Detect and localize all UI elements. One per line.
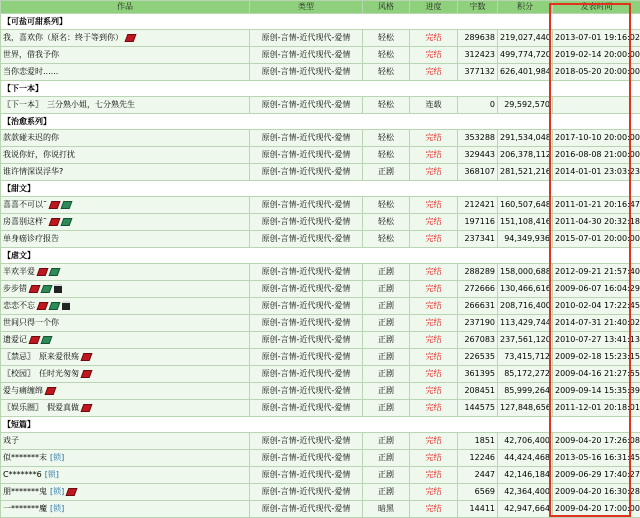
work-score: 42,947,664 — [498, 501, 553, 518]
work-title-link[interactable]: 〖禁忌〗 原来爱很殇 — [3, 352, 79, 361]
lock-tag: [锁] — [50, 487, 65, 496]
work-progress: 完结 — [410, 366, 458, 383]
work-type: 原创-言情-近代现代-爱情 — [250, 231, 363, 248]
work-words: 272666 — [458, 281, 498, 298]
work-words: 312423 — [458, 47, 498, 64]
work-score: 42,146,184 — [498, 467, 553, 484]
work-words: 267083 — [458, 332, 498, 349]
group-name: 【虐文】 — [1, 248, 640, 264]
group-row — [1, 114, 640, 130]
work-type: 原创-言情-近代现代-爱情 — [250, 130, 363, 147]
work-title-link[interactable]: C*******6 — [3, 470, 42, 479]
header-type: 类型 — [250, 1, 363, 14]
header-score: 积分 — [498, 1, 553, 14]
work-style: 轻松 — [363, 197, 410, 214]
work-title-cell — [1, 197, 250, 214]
work-words: 208451 — [458, 383, 498, 400]
work-type: 原创-言情-近代现代-爱情 — [250, 298, 363, 315]
work-style: 轻松 — [363, 231, 410, 248]
work-progress: 完结 — [410, 383, 458, 400]
header-words: 字数 — [458, 1, 498, 14]
work-title-link[interactable]: 世界，借我予你 — [3, 50, 59, 59]
work-title-link[interactable]: 朋*******鬼 — [3, 487, 47, 496]
table-row — [1, 501, 640, 518]
work-date: 2019-02-14 20:00:00 — [553, 47, 640, 64]
table-row — [1, 197, 640, 214]
red-book-icon — [37, 268, 49, 276]
work-date: 2014-07-31 21:40:02 — [553, 315, 640, 332]
work-type: 原创-言情-近代现代-爱情 — [250, 147, 363, 164]
work-title-cell — [1, 47, 250, 64]
table-row — [1, 349, 640, 366]
table-row — [1, 484, 640, 501]
red-book-icon — [81, 370, 93, 378]
work-score: 29,592,570 — [498, 97, 553, 114]
work-title-link[interactable]: 步步错 — [3, 284, 27, 293]
group-row — [1, 417, 640, 433]
clapperboard-icon — [62, 301, 70, 310]
table-row — [1, 400, 640, 417]
work-progress: 完结 — [410, 164, 458, 181]
work-title-cell — [1, 97, 250, 114]
red-book-icon — [49, 201, 61, 209]
work-type: 原创-言情-近代现代-爱情 — [250, 467, 363, 484]
work-type: 原创-言情-近代现代-爱情 — [250, 383, 363, 400]
work-progress: 完结 — [410, 467, 458, 484]
table-row — [1, 315, 640, 332]
lock-tag: [锁] — [50, 504, 65, 513]
work-date: 2012-09-21 21:57:40 — [553, 264, 640, 281]
work-score: 291,534,048 — [498, 130, 553, 147]
work-score: 499,774,720 — [498, 47, 553, 64]
work-progress: 完结 — [410, 400, 458, 417]
table-row — [1, 450, 640, 467]
work-progress: 完结 — [410, 484, 458, 501]
work-title-link[interactable]: 单身癌诊疗报告 — [3, 234, 59, 243]
work-style: 暗黑 — [363, 501, 410, 518]
work-words: 0 — [458, 97, 498, 114]
work-style: 正剧 — [363, 433, 410, 450]
work-date: 2011-01-21 20:16:47 — [553, 197, 640, 214]
work-words: 226535 — [458, 349, 498, 366]
work-type: 原创-言情-近代现代-爱情 — [250, 281, 363, 298]
work-title-link[interactable]: 我，喜欢你（原名：终于等到你） — [3, 33, 123, 42]
work-title-link[interactable]: 当你恋爱时...... — [3, 67, 59, 76]
table-header-row — [1, 1, 640, 14]
work-title-link[interactable]: 谁许情深误浮华? — [3, 167, 64, 176]
work-progress: 完结 — [410, 264, 458, 281]
work-style: 轻松 — [363, 97, 410, 114]
work-words: 1851 — [458, 433, 498, 450]
work-title-link[interactable]: 世间只得一个你 — [3, 318, 59, 327]
clapperboard-icon — [54, 284, 62, 293]
work-title-cell — [1, 281, 250, 298]
work-title-link[interactable]: 〖校园〗 任时光匆匆 — [3, 369, 79, 378]
work-title-cell — [1, 366, 250, 383]
red-book-icon — [29, 336, 41, 344]
work-title-link[interactable]: 我说你好，你说打扰 — [3, 150, 75, 159]
work-date: 2009-04-20 17:26:08 — [553, 433, 640, 450]
table-row — [1, 164, 640, 181]
work-style: 正剧 — [363, 298, 410, 315]
table-row — [1, 64, 640, 81]
green-book-icon — [61, 201, 73, 209]
work-score: 237,561,120 — [498, 332, 553, 349]
work-title-cell — [1, 484, 250, 501]
work-style: 正剧 — [363, 164, 410, 181]
work-style: 正剧 — [363, 349, 410, 366]
red-book-icon — [29, 285, 41, 293]
group-row — [1, 14, 640, 30]
work-style: 轻松 — [363, 147, 410, 164]
work-title-link[interactable]: 喜喜不可以˜ — [3, 200, 47, 209]
work-date: 2009-04-16 21:27:55 — [553, 366, 640, 383]
work-date: 2009-04-20 16:30:28 — [553, 484, 640, 501]
work-progress: 完结 — [410, 47, 458, 64]
work-date — [553, 97, 640, 114]
work-type: 原创-言情-近代现代-爱情 — [250, 214, 363, 231]
work-style: 正剧 — [363, 400, 410, 417]
group-name: 【可盐可甜系列】 — [1, 14, 640, 30]
work-title-link[interactable]: 遗爱记 — [3, 335, 27, 344]
work-type: 原创-言情-近代现代-爱情 — [250, 197, 363, 214]
work-score: 151,108,416 — [498, 214, 553, 231]
table-row — [1, 264, 640, 281]
work-title-link[interactable]: 似*******末 — [3, 453, 47, 462]
work-title-cell — [1, 30, 250, 47]
header-style: 风格 — [363, 1, 410, 14]
work-score: 42,706,400 — [498, 433, 553, 450]
work-date: 2014-01-01 23:03:23 — [553, 164, 640, 181]
work-progress: 完结 — [410, 501, 458, 518]
work-score: 130,466,616 — [498, 281, 553, 298]
header-progress: 进度 — [410, 1, 458, 14]
work-title-link[interactable]: 款款碰未迟的你 — [3, 133, 59, 142]
work-score: 206,378,112 — [498, 147, 553, 164]
work-type: 原创-言情-近代现代-爱情 — [250, 264, 363, 281]
work-score: 281,521,216 — [498, 164, 553, 181]
work-score: 127,848,656 — [498, 400, 553, 417]
work-words: 377132 — [458, 64, 498, 81]
work-date: 2018-05-20 20:00:00 — [553, 64, 640, 81]
work-style: 正剧 — [363, 450, 410, 467]
work-score: 158,000,688 — [498, 264, 553, 281]
work-date: 2011-04-30 20:32:18 — [553, 214, 640, 231]
work-title-link[interactable]: 〖娱乐圈〗 假爱真做 — [3, 403, 79, 412]
header-date: 发表时间 — [553, 1, 640, 14]
work-date: 2009-06-29 17:40:27 — [553, 467, 640, 484]
red-book-icon — [125, 34, 137, 42]
work-style: 正剧 — [363, 484, 410, 501]
group-row — [1, 81, 640, 97]
work-style: 正剧 — [363, 366, 410, 383]
table-row — [1, 366, 640, 383]
work-score: 219,027,440 — [498, 30, 553, 47]
red-book-icon — [81, 404, 93, 412]
work-style: 正剧 — [363, 467, 410, 484]
table-row — [1, 30, 640, 47]
work-title-cell — [1, 433, 250, 450]
work-words: 197116 — [458, 214, 498, 231]
work-date: 2010-02-04 17:22:45 — [553, 298, 640, 315]
work-title-cell — [1, 349, 250, 366]
work-date: 2011-12-01 20:18:01 — [553, 400, 640, 417]
work-score: 85,999,264 — [498, 383, 553, 400]
work-title-link[interactable]: 半欢半爱 — [3, 267, 35, 276]
work-words: 289638 — [458, 30, 498, 47]
work-title-cell — [1, 130, 250, 147]
work-title-cell — [1, 164, 250, 181]
work-title-cell — [1, 467, 250, 484]
table-row — [1, 383, 640, 400]
work-style: 轻松 — [363, 30, 410, 47]
work-type: 原创-言情-近代现代-爱情 — [250, 30, 363, 47]
table-row — [1, 332, 640, 349]
work-date: 2016-08-08 21:00:00 — [553, 147, 640, 164]
work-words: 212421 — [458, 197, 498, 214]
table-row — [1, 231, 640, 248]
work-words: 12246 — [458, 450, 498, 467]
work-words: 144575 — [458, 400, 498, 417]
red-book-icon — [81, 353, 93, 361]
green-book-icon — [41, 336, 53, 344]
work-date: 2013-05-16 16:31:45 — [553, 450, 640, 467]
work-date: 2015-07-01 20:00:00 — [553, 231, 640, 248]
table-row — [1, 281, 640, 298]
work-title-cell — [1, 450, 250, 467]
work-words: 329443 — [458, 147, 498, 164]
group-name: 【甜文】 — [1, 181, 640, 197]
work-type: 原创-言情-近代现代-爱情 — [250, 484, 363, 501]
work-title-cell — [1, 315, 250, 332]
work-title-link[interactable]: 恋恋不忘 — [3, 301, 35, 310]
work-words: 266631 — [458, 298, 498, 315]
table-row — [1, 47, 640, 64]
work-style: 轻松 — [363, 130, 410, 147]
work-type: 原创-言情-近代现代-爱情 — [250, 97, 363, 114]
work-score: 113,429,744 — [498, 315, 553, 332]
lock-tag: [锁] — [44, 470, 59, 479]
work-words: 6569 — [458, 484, 498, 501]
work-words: 237190 — [458, 315, 498, 332]
work-words: 353288 — [458, 130, 498, 147]
work-title-cell — [1, 231, 250, 248]
work-progress: 完结 — [410, 231, 458, 248]
work-score: 160,507,648 — [498, 197, 553, 214]
work-progress: 完结 — [410, 281, 458, 298]
work-title-link[interactable]: 〖下一本〗 三分熟小姐，七分熟先生 — [3, 100, 135, 109]
work-progress: 完结 — [410, 433, 458, 450]
table-row — [1, 298, 640, 315]
work-progress: 完结 — [410, 315, 458, 332]
work-title-cell — [1, 264, 250, 281]
work-progress: 连载 — [410, 97, 458, 114]
work-progress: 完结 — [410, 349, 458, 366]
work-score: 44,424,468 — [498, 450, 553, 467]
work-title-cell — [1, 214, 250, 231]
work-words: 361395 — [458, 366, 498, 383]
work-title-link[interactable]: 戏子 — [3, 436, 19, 445]
red-book-icon — [49, 218, 61, 226]
work-title-cell — [1, 501, 250, 518]
table-body — [1, 14, 640, 518]
work-style: 正剧 — [363, 315, 410, 332]
work-title-cell — [1, 147, 250, 164]
work-style: 轻松 — [363, 64, 410, 81]
work-progress: 完结 — [410, 30, 458, 47]
work-title-cell — [1, 383, 250, 400]
table-row — [1, 433, 640, 450]
work-style: 正剧 — [363, 264, 410, 281]
table-row — [1, 467, 640, 484]
work-type: 原创-言情-近代现代-爱情 — [250, 400, 363, 417]
work-date: 2010-07-27 13:41:13 — [553, 332, 640, 349]
work-words: 14411 — [458, 501, 498, 518]
work-date: 2013-07-01 19:16:02 — [553, 30, 640, 47]
green-book-icon — [61, 218, 73, 226]
header-title: 作品 — [1, 1, 250, 14]
table-row — [1, 214, 640, 231]
work-date: 2009-06-07 16:04:29 — [553, 281, 640, 298]
work-title-cell — [1, 64, 250, 81]
work-type: 原创-言情-近代现代-爱情 — [250, 315, 363, 332]
green-book-icon — [41, 285, 53, 293]
lock-tag: [锁] — [50, 453, 65, 462]
work-date: 2017-10-10 20:00:00 — [553, 130, 640, 147]
work-title-cell — [1, 332, 250, 349]
work-score: 42,364,400 — [498, 484, 553, 501]
work-title-link[interactable]: 房喜别这样˜ — [3, 217, 47, 226]
work-progress: 完结 — [410, 64, 458, 81]
work-words: 368107 — [458, 164, 498, 181]
work-progress: 完结 — [410, 450, 458, 467]
work-words: 237341 — [458, 231, 498, 248]
work-title-cell — [1, 400, 250, 417]
work-progress: 完结 — [410, 298, 458, 315]
work-type: 原创-言情-近代现代-爱情 — [250, 64, 363, 81]
table-row — [1, 147, 640, 164]
work-score: 85,172,272 — [498, 366, 553, 383]
group-name: 【治愈系列】 — [1, 114, 640, 130]
work-type: 原创-言情-近代现代-爱情 — [250, 501, 363, 518]
work-progress: 完结 — [410, 332, 458, 349]
work-score: 208,716,400 — [498, 298, 553, 315]
group-name: 【下一本】 — [1, 81, 640, 97]
work-score: 94,349,936 — [498, 231, 553, 248]
work-type: 原创-言情-近代现代-爱情 — [250, 349, 363, 366]
work-date: 2009-09-14 15:35:39 — [553, 383, 640, 400]
work-title-cell — [1, 298, 250, 315]
work-progress: 完结 — [410, 147, 458, 164]
group-name: 【短篇】 — [1, 417, 640, 433]
work-type: 原创-言情-近代现代-爱情 — [250, 332, 363, 349]
table-row — [1, 130, 640, 147]
work-style: 正剧 — [363, 383, 410, 400]
work-style: 正剧 — [363, 332, 410, 349]
work-title-link[interactable]: 爱与痛缠绵 — [3, 386, 43, 395]
table-row — [1, 97, 640, 114]
work-progress: 完结 — [410, 197, 458, 214]
work-progress: 完结 — [410, 214, 458, 231]
work-style: 轻松 — [363, 47, 410, 64]
work-type: 原创-言情-近代现代-爱情 — [250, 47, 363, 64]
work-words: 288289 — [458, 264, 498, 281]
red-book-icon — [45, 387, 57, 395]
group-row — [1, 181, 640, 197]
work-type: 原创-言情-近代现代-爱情 — [250, 164, 363, 181]
work-type: 原创-言情-近代现代-爱情 — [250, 433, 363, 450]
work-date: 2009-02-18 15:23:15 — [553, 349, 640, 366]
work-type: 原创-言情-近代现代-爱情 — [250, 366, 363, 383]
red-book-icon — [37, 302, 49, 310]
work-words: 2447 — [458, 467, 498, 484]
work-date: 2009-04-20 17:00:00 — [553, 501, 640, 518]
work-style: 轻松 — [363, 214, 410, 231]
work-title-link[interactable]: 一*******魔 — [3, 504, 47, 513]
green-book-icon — [49, 268, 61, 276]
work-score: 73,415,712 — [498, 349, 553, 366]
work-type: 原创-言情-近代现代-爱情 — [250, 450, 363, 467]
group-row — [1, 248, 640, 264]
red-book-icon — [66, 488, 78, 496]
work-score: 626,401,984 — [498, 64, 553, 81]
green-book-icon — [49, 302, 61, 310]
work-progress: 完结 — [410, 130, 458, 147]
work-style: 正剧 — [363, 281, 410, 298]
